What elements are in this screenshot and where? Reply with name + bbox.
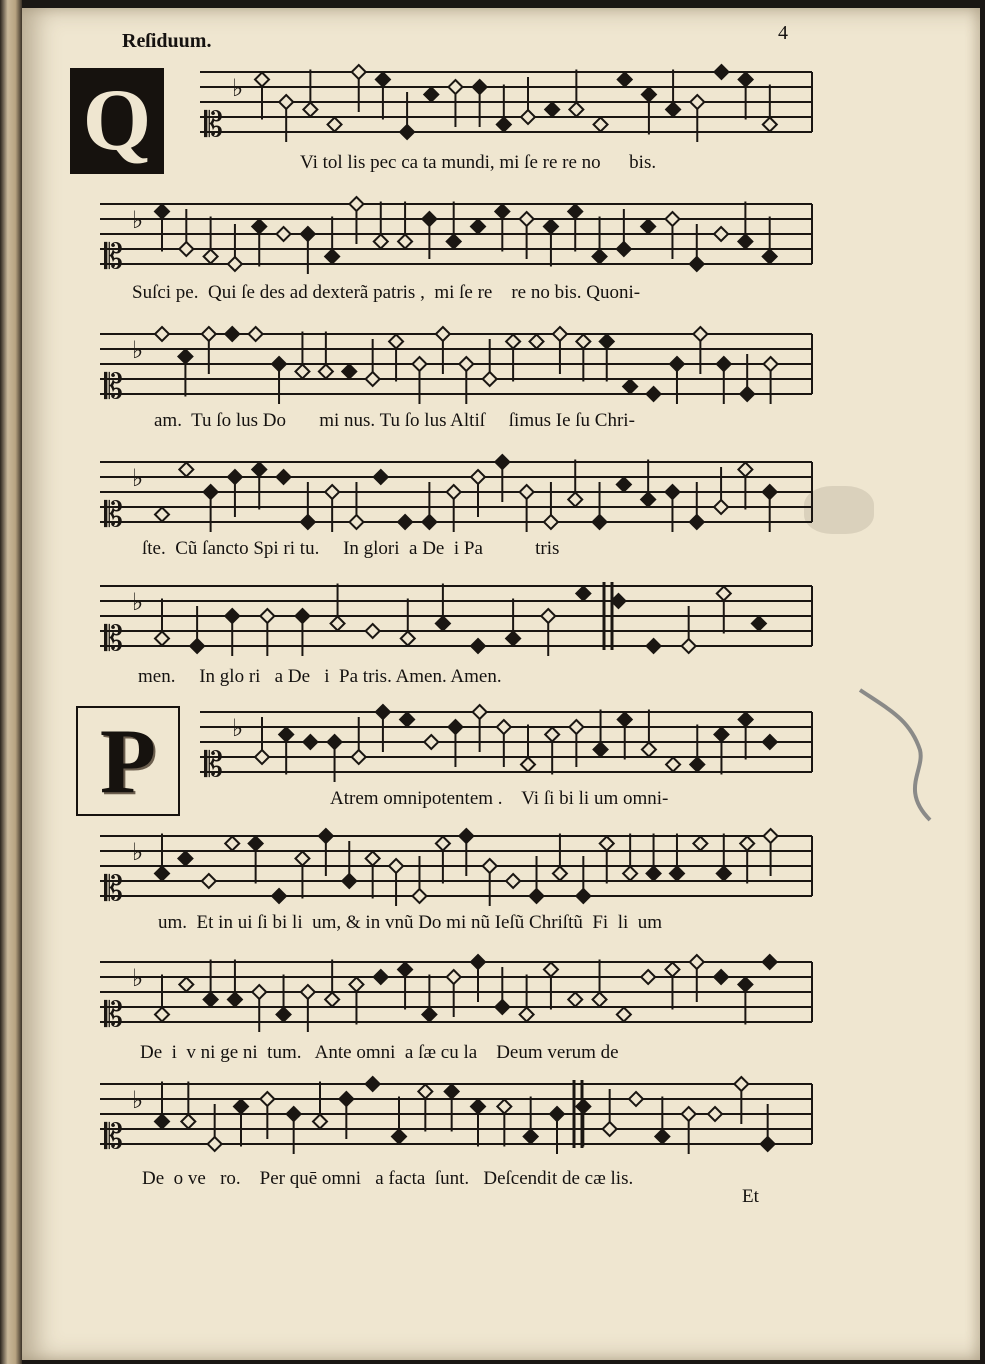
svg-text:𝄡: 𝄡 [104,869,123,909]
svg-text:𝄡: 𝄡 [104,237,123,277]
svg-text:𝄡: 𝄡 [104,995,123,1035]
catchword: Et [742,1186,759,1207]
svg-text:𝄡: 𝄡 [104,495,123,535]
lyric-line-8: De i v ni ge ni tum. Ante omni a ſæ cu la Deum verum de [140,1042,619,1063]
svg-text:♭: ♭ [132,464,144,492]
svg-text:♭: ♭ [132,838,144,866]
staff-7 [100,829,812,909]
staff-1 [200,65,812,145]
lyric-line-9: De o ve ro. Per quē omni a facta ſunt. Deſcendit de cæ lis. [142,1168,634,1189]
lyric-line-1: Vi tol lis pec ca ta mundi, mi ſe re re no bis. [300,152,657,173]
decorated-initial-p: P [76,706,180,816]
staff-8 [100,955,812,1035]
svg-text:♭: ♭ [132,336,144,364]
staff-9 [100,1077,812,1157]
staff-4 [100,455,812,535]
decorated-initial-q: Q [70,68,164,174]
staff-3 [100,327,812,407]
staff-6 [200,705,812,785]
svg-text:♭: ♭ [132,206,144,234]
svg-text:♭: ♭ [132,1086,144,1114]
lyric-line-7: um. Et in ui ſi bi li um, & in vnũ Do mi nũ Ieſũ Chriſtũ Fi li um [158,912,663,933]
staff-5 [100,582,812,659]
lyric-line-5: men. In glo ri a De i Pa tris. Amen. Amen. [138,666,502,687]
svg-text:𝄡: 𝄡 [204,105,223,145]
staff-2 [100,197,812,277]
page-number: 4 [778,22,788,44]
page-header: Reſiduum. [122,30,212,52]
svg-text:𝄡: 𝄡 [104,619,123,659]
svg-text:♭: ♭ [232,714,244,742]
lyric-line-6: Atrem omnipotentem . Vi ſi bi li um omni- [330,788,669,809]
lyric-line-2: Suſci pe. Qui ſe des ad dexterã patris , mi ſe re re no bis. Quoni- [132,282,641,303]
svg-text:𝄡: 𝄡 [104,1117,123,1157]
svg-text:♭: ♭ [132,964,144,992]
svg-text:♭: ♭ [132,588,144,616]
svg-text:♭: ♭ [232,74,244,102]
svg-text:𝄡: 𝄡 [104,367,123,407]
lyric-line-3: am. Tu ſo lus Do mi nus. Tu ſo lus Altiſ ſimus Ie ſu Chri- [154,410,635,431]
svg-text:𝄡: 𝄡 [204,745,223,785]
lyric-line-4: ſte. Cũ ſancto Spi ri tu. In glori a De i Pa tris [142,538,560,559]
